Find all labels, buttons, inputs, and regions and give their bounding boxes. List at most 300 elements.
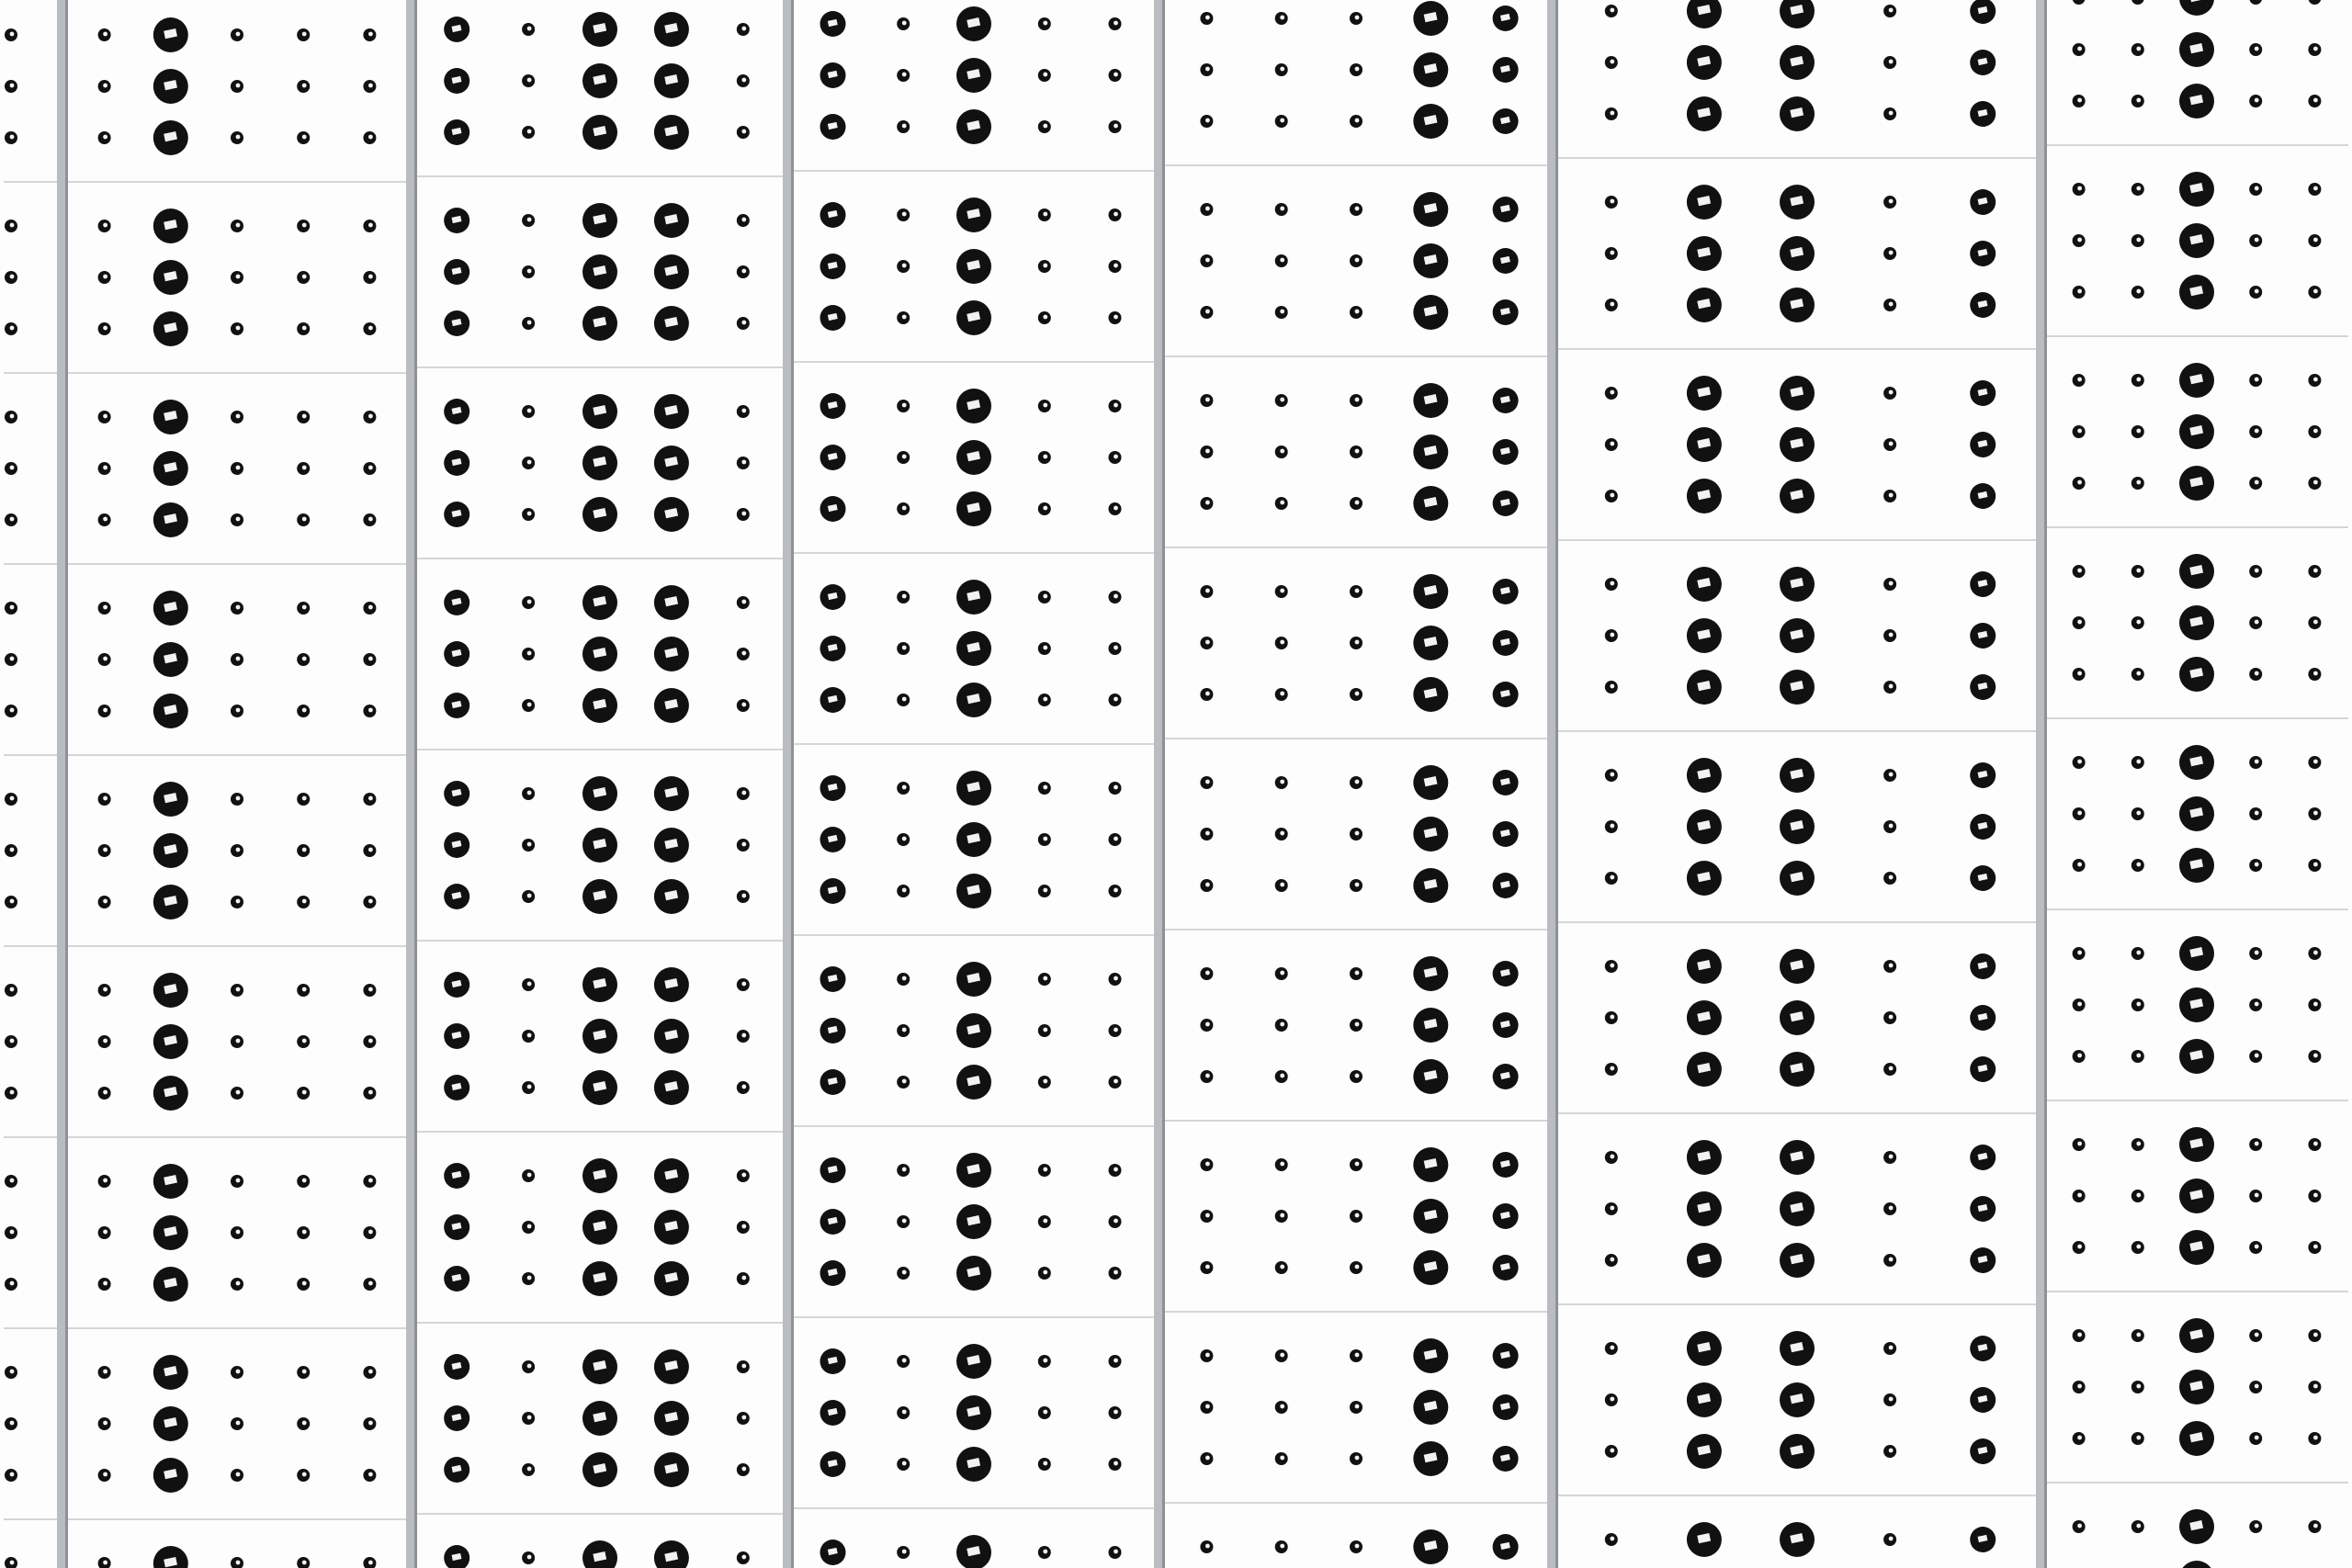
hole-glint xyxy=(1114,1028,1118,1032)
hole-glint xyxy=(10,1561,15,1565)
hole-glint xyxy=(302,899,307,904)
hole-glint xyxy=(2136,1054,2141,1058)
hole-glint xyxy=(236,1039,241,1043)
hole-glint xyxy=(2313,811,2318,816)
hole-glint xyxy=(10,414,15,419)
hole-glint xyxy=(527,321,532,325)
hole-glint xyxy=(10,848,15,852)
hole-glint xyxy=(10,657,15,661)
hole-glint xyxy=(368,1370,373,1374)
hole-glint xyxy=(368,275,373,279)
hole-glint xyxy=(2136,1436,2141,1440)
hole-glint xyxy=(2136,1245,2141,1249)
hole-glint xyxy=(2255,1333,2259,1337)
hole-glint xyxy=(1114,506,1118,511)
hole-glint xyxy=(2313,1524,2318,1529)
hole-glint xyxy=(302,275,307,279)
hole-glint xyxy=(302,1370,307,1374)
hole-glint xyxy=(10,987,15,992)
hole-glint xyxy=(1610,824,1614,829)
hole-glint xyxy=(1889,1397,1894,1402)
hole-glint xyxy=(2255,98,2259,103)
hole-glint xyxy=(1355,1456,1360,1461)
hole-glint xyxy=(1610,442,1614,446)
hole-glint xyxy=(741,651,746,656)
hole-glint xyxy=(103,517,107,522)
hole-glint xyxy=(10,1370,15,1374)
hole-glint xyxy=(2255,186,2259,191)
hole-glint xyxy=(1114,212,1118,217)
hole-glint xyxy=(368,32,373,37)
hole-glint xyxy=(1280,883,1284,887)
hole-glint xyxy=(1889,1015,1894,1020)
hole-glint xyxy=(236,517,241,522)
hole-glint xyxy=(1889,1206,1894,1211)
hole-glint xyxy=(1610,60,1614,64)
hole-glint xyxy=(1355,883,1360,887)
hole-glint xyxy=(302,1472,307,1477)
hole-glint xyxy=(236,899,241,904)
hole-glint xyxy=(1114,888,1118,893)
hole-glint xyxy=(2313,1333,2318,1337)
hole-glint xyxy=(902,888,907,893)
vertical-seam-shadow xyxy=(1162,0,1165,1568)
hole-glint xyxy=(2136,378,2141,382)
hole-glint xyxy=(1280,1162,1284,1167)
hole-glint xyxy=(236,1230,241,1235)
hole-glint xyxy=(741,1033,746,1038)
hole-glint xyxy=(527,982,532,987)
hole-glint xyxy=(236,848,241,852)
hole-glint xyxy=(1114,315,1118,320)
hole-glint xyxy=(368,899,373,904)
hole-glint xyxy=(527,1276,532,1280)
hole-glint xyxy=(2313,289,2318,294)
hole-glint xyxy=(1355,1544,1360,1549)
hole-glint xyxy=(1610,1258,1614,1262)
hole-glint xyxy=(1889,773,1894,777)
hole-glint xyxy=(2136,760,2141,764)
hole-glint xyxy=(1205,1074,1210,1078)
hole-glint xyxy=(368,1090,373,1095)
hole-glint xyxy=(1889,1449,1894,1453)
hole-glint xyxy=(236,657,241,661)
hole-glint xyxy=(1043,1550,1047,1554)
hole-glint xyxy=(302,414,307,419)
hole-glint xyxy=(2313,1245,2318,1249)
hole-glint xyxy=(741,1364,746,1369)
hole-glint xyxy=(527,218,532,222)
hole-glint xyxy=(1610,251,1614,255)
hole-glint xyxy=(103,848,107,852)
hole-glint xyxy=(1280,1022,1284,1027)
hole-glint xyxy=(2255,1142,2259,1146)
hole-glint xyxy=(741,512,746,516)
hole-glint xyxy=(1280,780,1284,784)
hole-glint xyxy=(103,1179,107,1183)
hole-glint xyxy=(302,605,307,610)
hole-glint xyxy=(1610,875,1614,880)
hole-glint xyxy=(10,899,15,904)
hole-glint xyxy=(302,32,307,37)
hole-glint xyxy=(1205,1022,1210,1027)
hole-glint xyxy=(1114,1410,1118,1415)
hole-glint xyxy=(902,697,907,702)
hole-glint xyxy=(1043,124,1047,129)
hole-glint xyxy=(236,32,241,37)
hole-glint xyxy=(1355,310,1360,314)
hole-glint xyxy=(1205,1456,1210,1461)
hole-glint xyxy=(2255,1384,2259,1389)
hole-glint xyxy=(1205,1162,1210,1167)
hole-glint xyxy=(902,212,907,217)
vertical-seam-shadow xyxy=(791,0,794,1568)
hole-glint xyxy=(302,223,307,228)
hole-glint xyxy=(2255,811,2259,816)
hole-glint xyxy=(2255,671,2259,676)
hole-glint xyxy=(1114,403,1118,408)
hole-glint xyxy=(1205,16,1210,20)
hole-glint xyxy=(1610,964,1614,968)
hole-glint xyxy=(1205,1353,1210,1358)
hole-glint xyxy=(103,1472,107,1477)
hole-glint xyxy=(902,1028,907,1032)
hole-glint xyxy=(2313,480,2318,485)
hole-glint xyxy=(236,466,241,470)
hole-glint xyxy=(1114,1550,1118,1554)
hole-glint xyxy=(1043,1270,1047,1275)
hole-glint xyxy=(2313,238,2318,243)
hole-glint xyxy=(1355,1404,1360,1409)
hole-glint xyxy=(1114,73,1118,77)
hole-glint xyxy=(902,455,907,459)
hole-glint xyxy=(302,848,307,852)
hole-glint xyxy=(902,837,907,841)
hole-glint xyxy=(2077,289,2082,294)
hole-glint xyxy=(741,842,746,847)
hole-glint xyxy=(2077,1524,2082,1529)
hole-glint xyxy=(2255,429,2259,434)
hole-glint xyxy=(902,1359,907,1363)
hole-glint xyxy=(902,785,907,790)
hole-glint xyxy=(103,1421,107,1426)
hole-glint xyxy=(2313,671,2318,676)
hole-glint xyxy=(1355,780,1360,784)
hole-glint xyxy=(1280,398,1284,402)
hole-glint xyxy=(1280,1353,1284,1358)
hole-glint xyxy=(103,1281,107,1286)
hole-glint xyxy=(1114,264,1118,268)
hole-glint xyxy=(2077,480,2082,485)
hole-glint xyxy=(2255,1193,2259,1198)
hole-glint xyxy=(368,517,373,522)
hole-glint xyxy=(2313,863,2318,867)
hole-glint xyxy=(236,135,241,140)
hole-glint xyxy=(902,264,907,268)
hole-glint xyxy=(10,275,15,279)
hole-glint xyxy=(1610,493,1614,498)
hole-glint xyxy=(1114,976,1118,981)
hole-glint xyxy=(1043,264,1047,268)
hole-glint xyxy=(368,414,373,419)
hole-glint xyxy=(2077,811,2082,816)
hole-glint xyxy=(2313,47,2318,51)
hole-glint xyxy=(527,894,532,898)
hole-glint xyxy=(1114,1079,1118,1084)
hole-glint xyxy=(527,1085,532,1089)
hole-glint xyxy=(1205,501,1210,505)
hole-glint xyxy=(1114,697,1118,702)
hole-glint xyxy=(2313,1002,2318,1007)
hole-glint xyxy=(368,1281,373,1286)
hole-glint xyxy=(1114,1461,1118,1466)
hole-glint xyxy=(1889,1346,1894,1350)
hole-glint xyxy=(1205,310,1210,314)
hole-glint xyxy=(1205,1544,1210,1549)
hole-glint xyxy=(103,1090,107,1095)
hole-glint xyxy=(1043,315,1047,320)
hole-glint xyxy=(741,460,746,465)
hole-glint xyxy=(10,708,15,713)
hole-glint xyxy=(368,657,373,661)
hole-glint xyxy=(236,1472,241,1477)
hole-glint xyxy=(10,466,15,470)
hole-glint xyxy=(368,135,373,140)
hole-glint xyxy=(1114,785,1118,790)
hole-glint xyxy=(2313,620,2318,625)
hole-glint xyxy=(1043,1028,1047,1032)
hole-glint xyxy=(2136,671,2141,676)
hole-glint xyxy=(527,791,532,795)
hole-glint xyxy=(302,987,307,992)
hole-glint xyxy=(236,1421,241,1426)
hole-glint xyxy=(236,1370,241,1374)
hole-glint xyxy=(1205,831,1210,836)
hole-glint xyxy=(2136,1384,2141,1389)
hole-glint xyxy=(1043,455,1047,459)
hole-glint xyxy=(236,708,241,713)
hole-glint xyxy=(368,1421,373,1426)
hole-glint xyxy=(1610,773,1614,777)
hole-glint xyxy=(1889,964,1894,968)
hole-glint xyxy=(2255,1436,2259,1440)
hole-glint xyxy=(2136,1193,2141,1198)
hole-glint xyxy=(368,223,373,228)
hole-glint xyxy=(902,73,907,77)
hole-glint xyxy=(2255,620,2259,625)
hole-glint xyxy=(1355,640,1360,645)
hole-glint xyxy=(741,982,746,987)
hole-glint xyxy=(368,1561,373,1565)
hole-glint xyxy=(302,326,307,331)
hole-glint xyxy=(741,1416,746,1420)
hole-glint xyxy=(302,1230,307,1235)
hole-glint xyxy=(527,1467,532,1472)
hole-glint xyxy=(2077,863,2082,867)
hole-glint xyxy=(1205,640,1210,645)
hole-glint xyxy=(2255,378,2259,382)
hole-glint xyxy=(103,987,107,992)
hole-glint xyxy=(1355,1074,1360,1078)
hole-glint xyxy=(103,1561,107,1565)
hole-glint xyxy=(103,32,107,37)
hole-glint xyxy=(1280,640,1284,645)
hole-glint xyxy=(1889,442,1894,446)
hole-glint xyxy=(2255,289,2259,294)
hole-glint xyxy=(902,1461,907,1466)
hole-glint xyxy=(2077,1002,2082,1007)
hole-glint xyxy=(1043,1359,1047,1363)
hole-glint xyxy=(1889,199,1894,204)
hole-glint xyxy=(103,1370,107,1374)
hole-glint xyxy=(1043,403,1047,408)
hole-glint xyxy=(1355,501,1360,505)
hole-glint xyxy=(741,1555,746,1560)
hole-glint xyxy=(527,512,532,516)
hole-glint xyxy=(1889,8,1894,13)
hole-glint xyxy=(902,646,907,650)
hole-glint xyxy=(368,1039,373,1043)
hole-glint xyxy=(1280,1456,1284,1461)
hole-glint xyxy=(302,1281,307,1286)
hole-glint xyxy=(1280,207,1284,211)
hole-glint xyxy=(103,796,107,801)
hole-glint xyxy=(1280,971,1284,976)
hole-glint xyxy=(1355,16,1360,20)
hole-glint xyxy=(10,1090,15,1095)
hole-glint xyxy=(2313,98,2318,103)
hole-glint xyxy=(10,135,15,140)
vertical-seam-shadow xyxy=(1555,0,1558,1568)
hole-glint xyxy=(1355,831,1360,836)
hole-glint xyxy=(368,708,373,713)
hole-glint xyxy=(902,1270,907,1275)
hole-glint xyxy=(302,135,307,140)
hole-glint xyxy=(2255,1245,2259,1249)
hole-glint xyxy=(103,657,107,661)
hole-glint xyxy=(2136,811,2141,816)
hole-glint xyxy=(2077,378,2082,382)
hole-glint xyxy=(1610,1066,1614,1071)
hole-glint xyxy=(1205,207,1210,211)
hole-glint xyxy=(1889,1537,1894,1541)
hole-glint xyxy=(236,275,241,279)
hole-glint xyxy=(1043,697,1047,702)
hole-glint xyxy=(1280,1544,1284,1549)
hole-glint xyxy=(527,1416,532,1420)
hole-glint xyxy=(368,1472,373,1477)
hole-glint xyxy=(2077,1245,2082,1249)
hole-glint xyxy=(1043,837,1047,841)
hole-glint xyxy=(103,84,107,88)
hole-glint xyxy=(302,1179,307,1183)
hole-glint xyxy=(2313,569,2318,573)
hole-glint xyxy=(527,600,532,604)
hole-glint xyxy=(902,1410,907,1415)
hole-glint xyxy=(741,321,746,325)
hole-glint xyxy=(2136,429,2141,434)
hole-glint xyxy=(2313,1384,2318,1389)
hole-glint xyxy=(741,218,746,222)
hole-glint xyxy=(302,708,307,713)
hole-glint xyxy=(236,987,241,992)
hole-glint xyxy=(527,1033,532,1038)
hole-glint xyxy=(236,84,241,88)
hole-glint xyxy=(2077,47,2082,51)
hole-glint xyxy=(1280,589,1284,593)
hole-glint xyxy=(2077,1384,2082,1389)
hole-glint xyxy=(741,1467,746,1472)
hole-glint xyxy=(1114,124,1118,129)
hole-glint xyxy=(2136,1333,2141,1337)
hole-glint xyxy=(741,703,746,707)
hole-glint xyxy=(103,326,107,331)
hole-glint xyxy=(1205,780,1210,784)
hole-glint xyxy=(103,223,107,228)
hole-glint xyxy=(1889,390,1894,395)
hole-glint xyxy=(368,605,373,610)
hole-glint xyxy=(10,1281,15,1286)
hole-glint xyxy=(1205,118,1210,123)
hole-glint xyxy=(103,1039,107,1043)
hole-glint xyxy=(103,275,107,279)
hole-glint xyxy=(527,1555,532,1560)
hole-glint xyxy=(2313,760,2318,764)
hole-glint xyxy=(2255,863,2259,867)
hole-glint xyxy=(2313,951,2318,955)
hole-glint xyxy=(302,1561,307,1565)
hole-glint xyxy=(236,223,241,228)
hole-glint xyxy=(1610,1155,1614,1159)
hole-glint xyxy=(2136,1002,2141,1007)
hole-glint xyxy=(1205,589,1210,593)
hole-glint xyxy=(2136,238,2141,243)
hole-glint xyxy=(2136,863,2141,867)
hole-glint xyxy=(1043,1079,1047,1084)
hole-glint xyxy=(1280,310,1284,314)
hole-glint xyxy=(368,848,373,852)
hole-glint xyxy=(1889,111,1894,116)
hole-glint xyxy=(1889,875,1894,880)
hole-glint xyxy=(2136,98,2141,103)
hole-glint xyxy=(1205,1265,1210,1269)
hole-glint xyxy=(2136,620,2141,625)
hole-glint xyxy=(1355,67,1360,72)
hole-glint xyxy=(368,84,373,88)
hole-glint xyxy=(1205,883,1210,887)
hole-glint xyxy=(1355,971,1360,976)
hole-glint xyxy=(741,791,746,795)
hole-glint xyxy=(368,466,373,470)
hole-glint xyxy=(902,403,907,408)
hole-glint xyxy=(1889,1155,1894,1159)
hole-glint xyxy=(1610,199,1614,204)
hole-glint xyxy=(10,1179,15,1183)
hole-glint xyxy=(1610,633,1614,637)
hole-glint xyxy=(2077,1054,2082,1058)
hole-glint xyxy=(103,899,107,904)
hole-glint xyxy=(1205,1213,1210,1218)
hole-glint xyxy=(2313,378,2318,382)
hole-glint xyxy=(10,1230,15,1235)
hole-glint xyxy=(236,1179,241,1183)
hole-glint xyxy=(1205,1404,1210,1409)
hole-glint xyxy=(1889,60,1894,64)
hole-glint xyxy=(1114,1270,1118,1275)
hole-glint xyxy=(2136,47,2141,51)
hole-glint xyxy=(1610,8,1614,13)
hole-glint xyxy=(103,414,107,419)
